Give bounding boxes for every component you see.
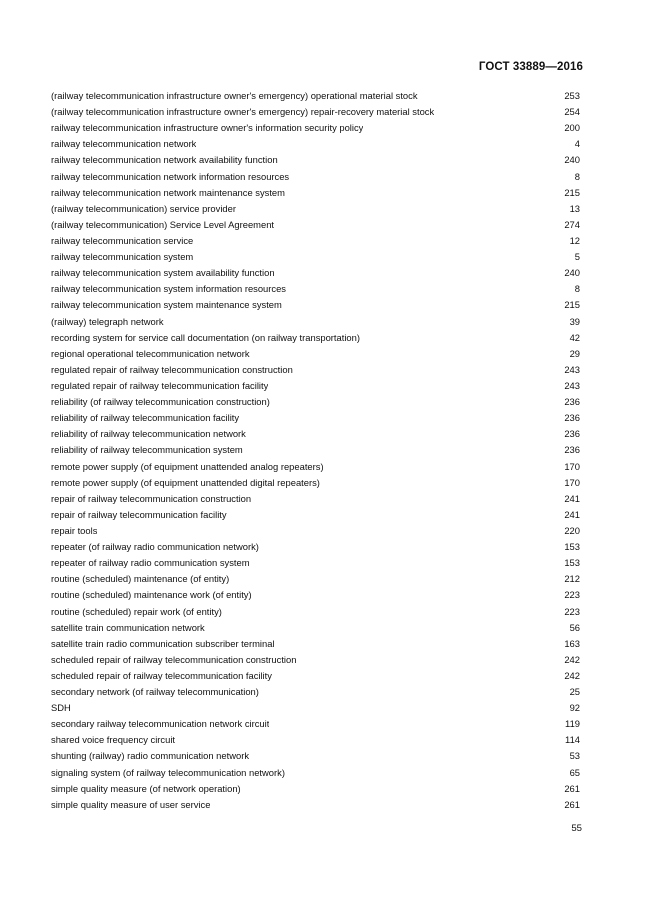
index-page-ref: 200 [564,122,580,134]
index-entry [51,120,580,136]
index-entry [51,604,580,620]
index-entry [51,636,580,652]
index-entry [51,684,580,700]
index-page-ref: 236 [564,412,580,424]
index-page-ref: 253 [564,90,580,101]
index-page-ref: 223 [564,589,580,601]
index-entry [51,571,580,587]
index-page-ref: 215 [564,186,580,198]
index-page-ref: 242 [564,669,580,681]
index-term: railway telecommunication network [51,138,197,150]
document-standard-header: ГОСТ 33889—2016 [478,61,583,73]
index-term: recording system for service call documentation (on railway transportation) [51,331,360,343]
index-term: railway telecommunication network availability function [51,154,278,166]
index-entry [51,265,580,281]
index-page-ref: 8 [574,170,580,182]
index-page-ref: 5 [574,251,580,263]
index-entry [51,539,580,555]
index-page-ref: 170 [564,460,580,472]
index-term: (railway) telegraph network [51,315,164,327]
index-term: remote power supply (of equipment unattended digital repeaters) [51,476,320,488]
index-page-ref: 240 [564,267,580,279]
index-entry [51,781,580,797]
index-page-ref: 236 [564,428,580,440]
index-page-ref: 53 [569,750,580,762]
index-term: SDH [51,702,71,714]
index-term: routine (scheduled) maintenance work (of entity) [51,589,252,601]
index-page-ref: 119 [565,718,580,730]
index-term: scheduled repair of railway telecommunication facility [51,669,272,681]
index-entry [51,765,580,781]
index-term: railway telecommunication service [51,234,194,246]
index-entry [51,748,580,764]
index-term: repair of railway telecommunication facility [51,508,227,520]
index-page-ref: 243 [564,363,580,375]
index-entry [51,249,580,265]
index-term: simple quality measure (of network operation) [51,782,241,794]
index-entry [51,652,580,668]
index-page-ref: 241 [564,492,580,504]
index-term: remote power supply (of equipment unattended analog repeaters) [51,460,324,472]
index-entry [51,394,580,410]
index-page-ref: 236 [564,396,580,408]
index-term: shared voice frequency circuit [51,734,176,746]
index-entry [51,475,580,491]
index-page-ref: 220 [564,524,580,536]
index-page-ref: 13 [569,202,580,214]
index-term: routine (scheduled) repair work (of entity) [51,605,222,617]
index-page-ref: 223 [564,605,580,617]
index-entry [51,442,580,458]
index-term: signaling system (of railway telecommunication network) [51,766,285,778]
index-term: simple quality measure of user service [51,798,211,810]
index-page-ref: 240 [564,154,580,166]
index-entry [51,362,580,378]
index-entry [51,410,580,426]
index-page-ref: 65 [569,766,580,778]
index-entry [51,314,580,330]
index-term: reliability of railway telecommunication facility [51,412,240,424]
index-entry [51,523,580,539]
index-page-ref: 212 [564,573,580,585]
index-entry [51,217,580,233]
index-term: railway telecommunication system maintenance system [51,299,282,311]
index-page-ref: 274 [564,218,580,230]
index-entry [51,797,580,813]
index-term: (railway telecommunication) service provider [51,202,236,214]
index-term: routine (scheduled) maintenance (of entity) [51,573,230,585]
index-page-ref: 153 [564,557,580,569]
index-entry [51,169,580,185]
index-term: railway telecommunication system availability function [51,267,275,279]
index-entry [51,587,580,603]
index-term: regulated repair of railway telecommunication facility [51,379,269,391]
index-page-ref: 92 [569,702,580,714]
index-term: satellite train communication network [51,621,205,633]
index-entry [51,732,580,748]
index-entry [51,88,580,104]
index-term: repair of railway telecommunication construction [51,492,252,504]
index-page-ref: 170 [564,476,580,488]
index-entry [51,426,580,442]
index-entry [51,330,580,346]
index-page-ref: 8 [574,283,580,295]
index-entry [51,185,580,201]
index-term: secondary network (of railway telecommunication) [51,686,259,698]
index-page-ref: 163 [564,637,580,649]
index-term: repair tools [51,524,98,536]
index-entry [51,233,580,249]
index-term: (railway telecommunication) Service Level Agreement [51,218,275,230]
index-entry [51,281,580,297]
index-term: railway telecommunication network information resources [51,170,290,182]
index-page-ref: 215 [564,299,580,311]
index-term: railway telecommunication system information resources [51,283,286,295]
index-term: railway telecommunication infrastructure owner's information security policy [51,122,364,134]
index-page-ref: 4 [574,138,580,150]
index-entry [51,297,580,313]
index-page-ref: 42 [569,331,580,343]
index-page-ref: 261 [564,798,580,810]
index-entry [51,346,580,362]
index-term: reliability (of railway telecommunication construction) [51,396,270,408]
index-entry [51,378,580,394]
index-term: shunting (railway) radio communication network [51,750,250,762]
index-term: repeater (of railway radio communication network) [51,541,259,553]
index-term: satellite train radio communication subscriber terminal [51,637,275,649]
index-term: secondary railway telecommunication network circuit [51,718,270,730]
index-term: (railway telecommunication infrastructure owner's emergency) repair-recovery material stock [51,106,435,118]
index-entry [51,620,580,636]
index-term: reliability of railway telecommunication network [51,428,246,440]
index-page-ref: 29 [569,347,580,359]
index-entry [51,201,580,217]
index-term: reliability of railway telecommunication system [51,444,243,456]
index-entry [51,152,580,168]
index-entry [51,491,580,507]
index-page-ref: 153 [564,541,580,553]
index-term: (railway telecommunication infrastructure owner's emergency) operational material stock [51,90,418,101]
index-term: regulated repair of railway telecommunication construction [51,363,293,375]
index-entry [51,700,580,716]
index-term: scheduled repair of railway telecommunication construction [51,653,297,665]
index-page-ref: 242 [564,653,580,665]
index-page-ref: 56 [569,621,580,633]
index-term: railway telecommunication system [51,251,194,263]
index-entry [51,136,580,152]
index-entry [51,555,580,571]
index-page-ref: 241 [564,508,580,520]
index-page-ref: 25 [569,686,580,698]
index-entry [51,459,580,475]
term-index-list [51,88,580,813]
index-page-ref: 114 [565,734,580,746]
index-page-ref: 236 [564,444,580,456]
index-entry [51,507,580,523]
index-entry [51,716,580,732]
index-page-ref: 39 [569,315,580,327]
index-entry [51,104,580,120]
index-entry [51,668,580,684]
index-page-ref: 254 [564,106,580,118]
index-page-ref: 12 [569,234,580,246]
index-term: regional operational telecommunication network [51,347,250,359]
index-term: railway telecommunication network maintenance system [51,186,285,198]
index-page-ref: 243 [564,379,580,391]
index-page-ref: 261 [564,782,580,794]
index-term: repeater of railway radio communication system [51,557,250,569]
page-number: 55 [571,823,582,834]
